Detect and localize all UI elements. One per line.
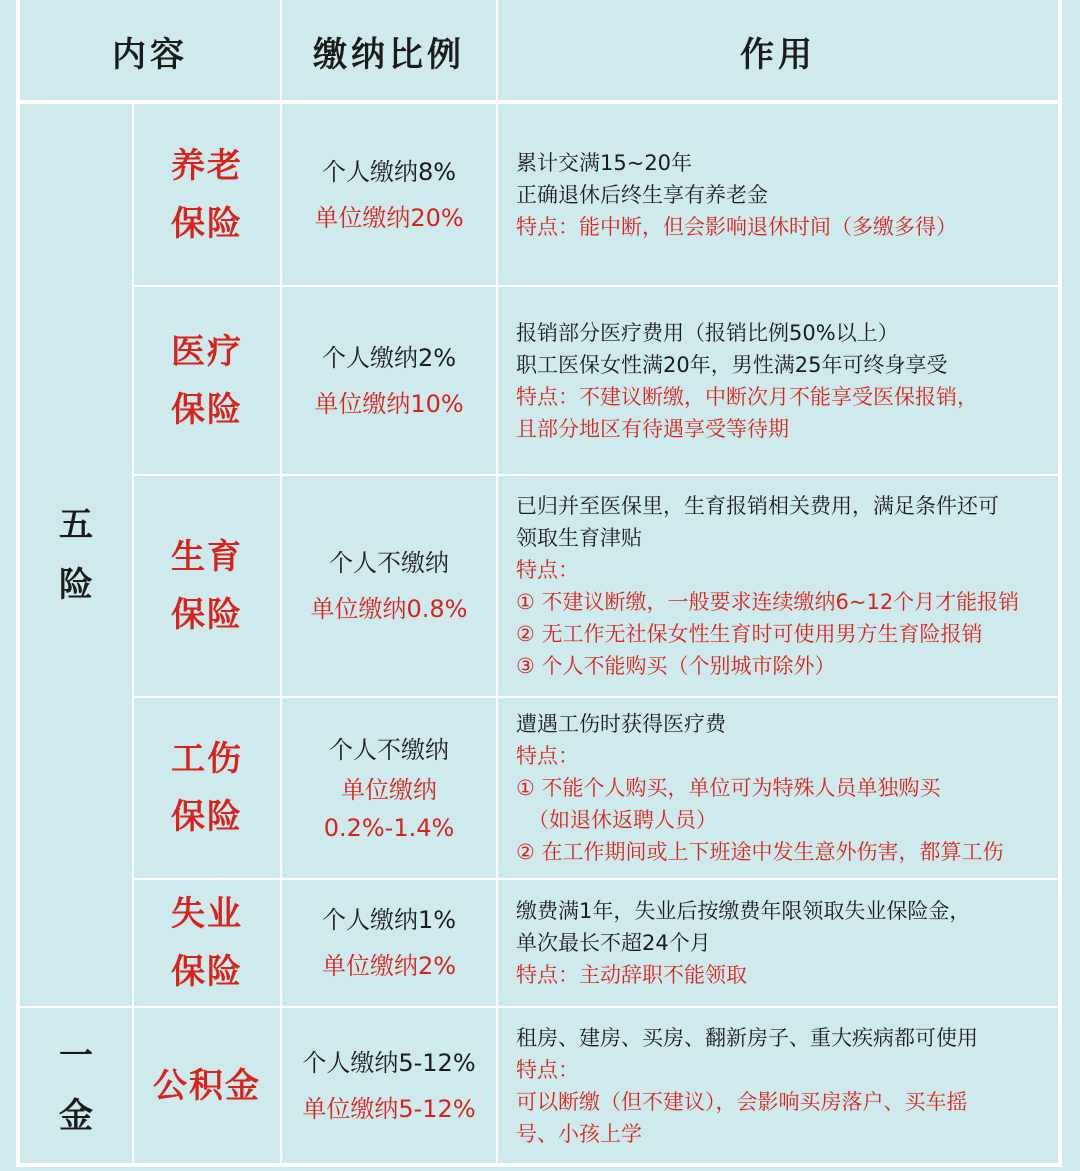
effect-line: 累计交满15~20年 — [516, 150, 693, 175]
row-1-ratio — [282, 287, 496, 474]
grid-row-divider — [134, 696, 1058, 698]
header-effect: 作用 — [740, 34, 816, 75]
personal-ratio: 个人缴纳5-12% — [302, 1048, 476, 1077]
effect-note-line: 特点：能中断，但会影响退休时间（多缴多得） — [516, 214, 957, 239]
row-4-name — [134, 880, 280, 1006]
effect-note-line: ① 不能个人购买，单位可为特殊人员单独购买 — [516, 776, 941, 800]
group-one-char-1: 一 — [59, 1035, 93, 1076]
row-4-effect — [498, 880, 1058, 1006]
effect-line: 领取生育津贴 — [516, 526, 642, 550]
row-1-name — [134, 287, 280, 474]
grid-col-effect — [496, 0, 498, 1163]
row-0-ratio — [282, 104, 496, 285]
row-2-ratio — [282, 476, 496, 696]
effect-line: 缴费满1年，失业后按缴费年限领取失业保险金， — [516, 899, 971, 923]
row-5-name — [134, 1008, 280, 1163]
grid-bottom-border — [16, 1163, 1062, 1167]
personal-ratio: 个人缴纳1% — [321, 906, 457, 934]
effect-note-line: 且部分地区有待遇享受等待期 — [516, 416, 789, 441]
row-3-name-line: 保险 — [171, 797, 243, 837]
effect-line: 报销部分医疗费用（报销比例50%以上） — [516, 320, 899, 345]
grid-col-group — [132, 104, 134, 1163]
row-1-effect — [498, 287, 1058, 474]
row-4-name-line: 保险 — [171, 952, 243, 992]
company-ratio: 单位缴纳10% — [314, 389, 464, 418]
personal-ratio: 个人不缴纳 — [329, 549, 449, 577]
effect-note-line: 特点：主动辞职不能领取 — [516, 963, 747, 987]
effect-line: 租房、建房、买房、翻新房子、重大疾病都可使用 — [516, 1025, 978, 1050]
group-five-char-2: 险 — [59, 565, 93, 605]
company-ratio: 单位缴纳0.8% — [310, 595, 468, 623]
effect-note-line: 特点： — [516, 1057, 579, 1082]
effect-note-line: 号、小孩上学 — [516, 1121, 642, 1146]
effect-note-line: ③ 个人不能购买（个别城市除外） — [516, 654, 836, 678]
row-2-name-line: 保险 — [171, 595, 243, 635]
group-one-char-2: 金 — [59, 1095, 93, 1136]
personal-ratio: 个人缴纳8% — [321, 157, 457, 186]
company-ratio-range: 0.2%-1.4% — [323, 814, 455, 842]
row-4-ratio — [282, 880, 496, 1006]
effect-note-line: 特点：不建议断缴，中断次月不能享受医保报销， — [516, 384, 978, 409]
row-4-name-line: 失业 — [171, 894, 243, 934]
grid-row-divider — [134, 474, 1058, 476]
row-3-name-line: 工伤 — [171, 739, 243, 779]
effect-line: 已归并至医保里，生育报销相关费用，满足条件还可 — [516, 494, 999, 518]
company-ratio: 单位缴纳20% — [314, 203, 464, 232]
row-1-name-line: 保险 — [171, 389, 243, 430]
effect-line: 单次最长不超24个月 — [516, 931, 711, 955]
company-ratio: 单位缴纳5-12% — [302, 1094, 476, 1123]
grid-right-border — [1058, 0, 1062, 1167]
effect-note-line: 特点： — [516, 558, 579, 582]
group-five-char-1: 五 — [59, 505, 93, 545]
grid-row-divider — [134, 285, 1058, 287]
group-five-insurances — [20, 104, 132, 1006]
row-0-name — [134, 104, 280, 285]
effect-note-line: ① 不建议断缴，一般要求连续缴纳6~12个月才能报销 — [516, 590, 1020, 614]
row-0-name-line: 养老 — [171, 145, 243, 186]
row-5-effect — [498, 1008, 1058, 1163]
grid-left-border — [16, 0, 20, 1167]
company-ratio: 单位缴纳 — [341, 776, 437, 804]
effect-note-line: 可以断缴（但不建议），会影响买房落户、买车摇 — [516, 1089, 968, 1114]
grid-col-ratio — [280, 0, 282, 1163]
effect-line: 遭遇工伤时获得医疗费 — [516, 712, 726, 736]
row-0-name-line: 保险 — [171, 203, 243, 244]
effect-note-line: ② 在工作期间或上下班途中发生意外伤害，都算工伤 — [516, 840, 1004, 864]
row-3-name — [134, 698, 280, 878]
header-content: 内容 — [112, 34, 188, 75]
row-0-effect — [498, 104, 1058, 285]
row-3-ratio — [282, 698, 496, 878]
effect-note-line: ② 无工作无社保女性生育时可使用男方生育险报销 — [516, 622, 983, 646]
personal-ratio: 个人缴纳2% — [321, 343, 457, 372]
header-ratio: 缴纳比例 — [313, 34, 465, 75]
company-ratio: 单位缴纳2% — [321, 952, 457, 980]
personal-ratio: 个人不缴纳 — [329, 736, 449, 764]
effect-line: 职工医保女性满20年，男性满25年可终身享受 — [516, 352, 948, 377]
row-1-name-line: 医疗 — [171, 331, 243, 372]
grid-header-divider — [16, 100, 1062, 104]
row-2-name-line: 生育 — [171, 537, 243, 577]
effect-line: 正确退休后终生享有养老金 — [516, 182, 768, 207]
effect-note-line: 特点： — [516, 744, 579, 768]
group-one-fund — [20, 1008, 132, 1163]
row-5-name-line: 公积金 — [153, 1065, 261, 1106]
row-2-name — [134, 476, 280, 696]
row-2-effect — [498, 476, 1058, 696]
grid-row-divider — [134, 878, 1058, 880]
effect-note-line: （如退休返聘人员） — [528, 808, 717, 832]
row-5-ratio — [282, 1008, 496, 1163]
grid-group-divider — [16, 1006, 1062, 1008]
row-3-effect — [498, 698, 1058, 878]
